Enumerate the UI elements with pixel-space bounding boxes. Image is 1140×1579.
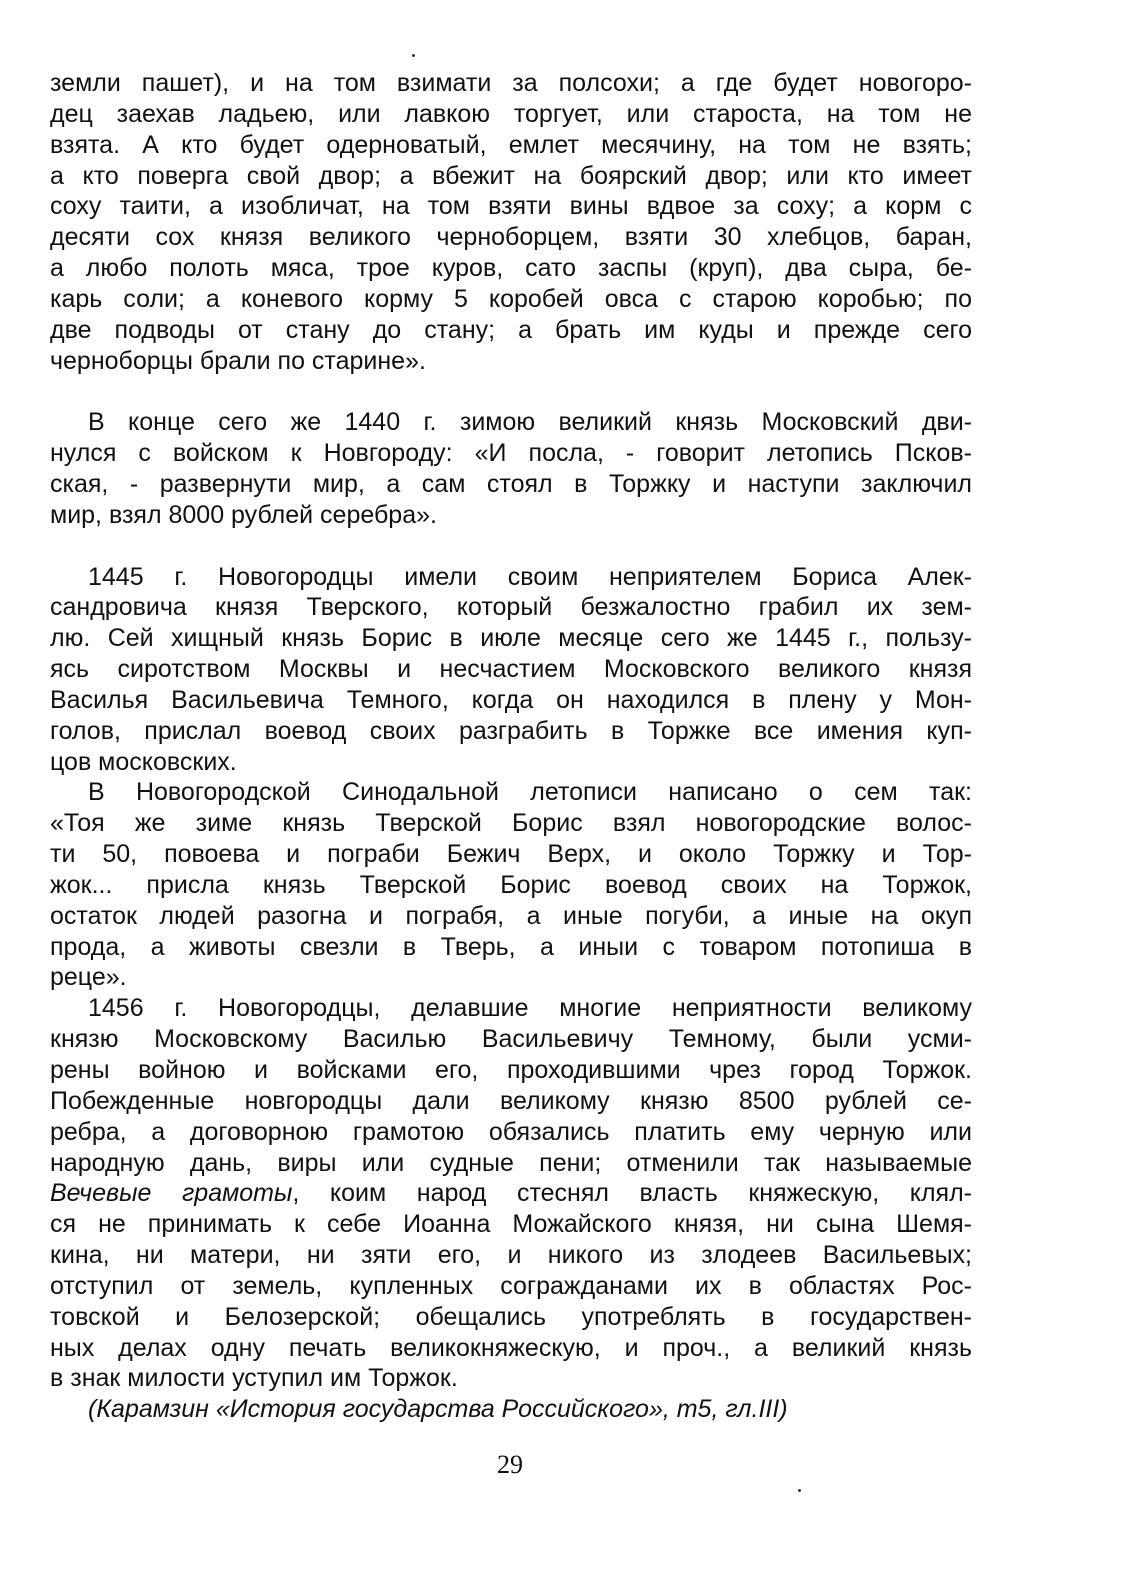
text-line: а кто поверга свой двор; а вбежит на боярский двор; или кто имеет [50,161,972,190]
scan-speck [412,54,415,57]
text-line: 1445 г. Новогородцы имели своим неприятелем Бориса Алек- [88,562,972,591]
text-line: «Тоя же зиме князь Тверской Борис взял новогородские волос- [50,809,972,838]
text-line: ных делах одну печать великокняжескую, и проч., а великий князь [50,1333,972,1362]
paragraph-3 [50,562,972,778]
text-line: земли пашет), и на том взимати за полсохи; а где будет новогоро- [50,69,972,97]
italic-term: Вечевые грамоты [50,1179,293,1208]
text-line: сандровича князя Тверского, который безжалостно грабил их зем- [50,593,972,622]
paragraph-5 [50,993,972,1394]
text-line: товской и Белозерской; обещались употреблять в государствен- [50,1302,972,1331]
text-line: ти 50, повоева и пограби Бежич Верх, и около Торжку и Тор- [50,840,972,869]
text-line: карь соли; а коневого корму 5 коробей овса с старою коробью; по [50,284,972,313]
text-line: князю Московскому Василью Васильевичу Темному, были усми- [50,1025,972,1054]
text-line: взята. А кто будет одерноватый, емлет месячину, на том не взять; [50,130,972,159]
scan-speck [798,1489,801,1492]
text-line: Побежденные новгородцы дали великому князю 8500 рублей се- [50,1086,972,1115]
text-line: соху таити, а изобличат, на том взяти вины вдвое за соху; а корм с [50,192,972,221]
text-line: черноборцы брали по старине». [50,346,426,375]
text-line: кина, ни матери, ни зяти его, и никого из злодеев Васильевых; [50,1241,972,1270]
text-line: ся не принимать к себе Иоанна Можайского князя, ни сына Шемя- [50,1210,972,1239]
text-line [50,1178,972,1209]
text-line: Василья Васильевича Темного, когда он находился в плену у Мон- [50,685,972,714]
text-line: реце». [50,963,127,992]
text-line: ская, - развернути мир, а сам стоял в Торжку и наступи заключил [50,469,972,498]
citation: (Карамзин «История государства Российского», т5, гл.III) [88,1395,788,1424]
paragraph-1 [50,68,972,376]
text-line: жок... присла князь Тверской Борис воевод своих на Торжок, [50,870,972,899]
text-line: лю. Сей хищный князь Борис в июле месяце сего же 1445 г., пользу- [50,624,972,653]
text-line: десяти сох князя великого черноборцем, взяти 30 хлебцов, баран, [50,223,972,252]
paragraph-4 [50,777,972,993]
text-line: цов московских. [50,747,237,776]
text-line: а любо полоть мяса, трое куров, сато заспы (круп), два сыра, бе- [50,254,972,283]
text-line: В конце сего же 1440 г. зимою великий князь Московский дви- [88,408,972,437]
text-line: народную дань, виры или судные пени; отменили так называемые [50,1148,972,1177]
text-line: отступил от земель, купленных согражданами их в областях Рос- [50,1271,972,1300]
text-line: две подводы от стану до стану; а брать им куды и прежде сего [50,315,972,344]
text-line: ребра, а договорною грамотою обязались платить ему черную или [50,1117,972,1146]
text-line: рены войною и войсками его, проходившими чрез город Торжок. [50,1056,972,1084]
text-line: голов, прислал воевод своих разграбить в Торжке все имения куп- [50,716,972,745]
text-line: 1456 г. Новогородцы, делавшие многие неприятности великому [88,994,972,1023]
text-line: ясь сиротством Москвы и несчастием Московского великого князя [50,655,972,684]
text-line: мир, взял 8000 рублей серебра». [50,500,437,529]
text-line: в знак милости уступил им Торжок. [50,1364,458,1393]
paragraph-2 [50,407,972,530]
text-span: , коим народ стеснял власть княжескую, клял- [292,1179,972,1208]
text-line: дец заехав ладьею, или лавкою торгует, или староста, на том не [50,99,972,128]
document-body [50,68,972,1425]
text-line: нулся с войском к Новгороду: «И посла, - говорит летопись Псков- [50,439,972,468]
text-line: В Новогородской Синодальной летописи написано о сем так: [88,778,972,807]
page-number: 29 [497,1450,523,1479]
text-line: прода, а животы свезли в Тверь, а иныи с товаром потопиша в [50,932,972,961]
text-line: остаток людей разогна и пограбя, а иные погуби, а иные на окуп [50,901,972,930]
